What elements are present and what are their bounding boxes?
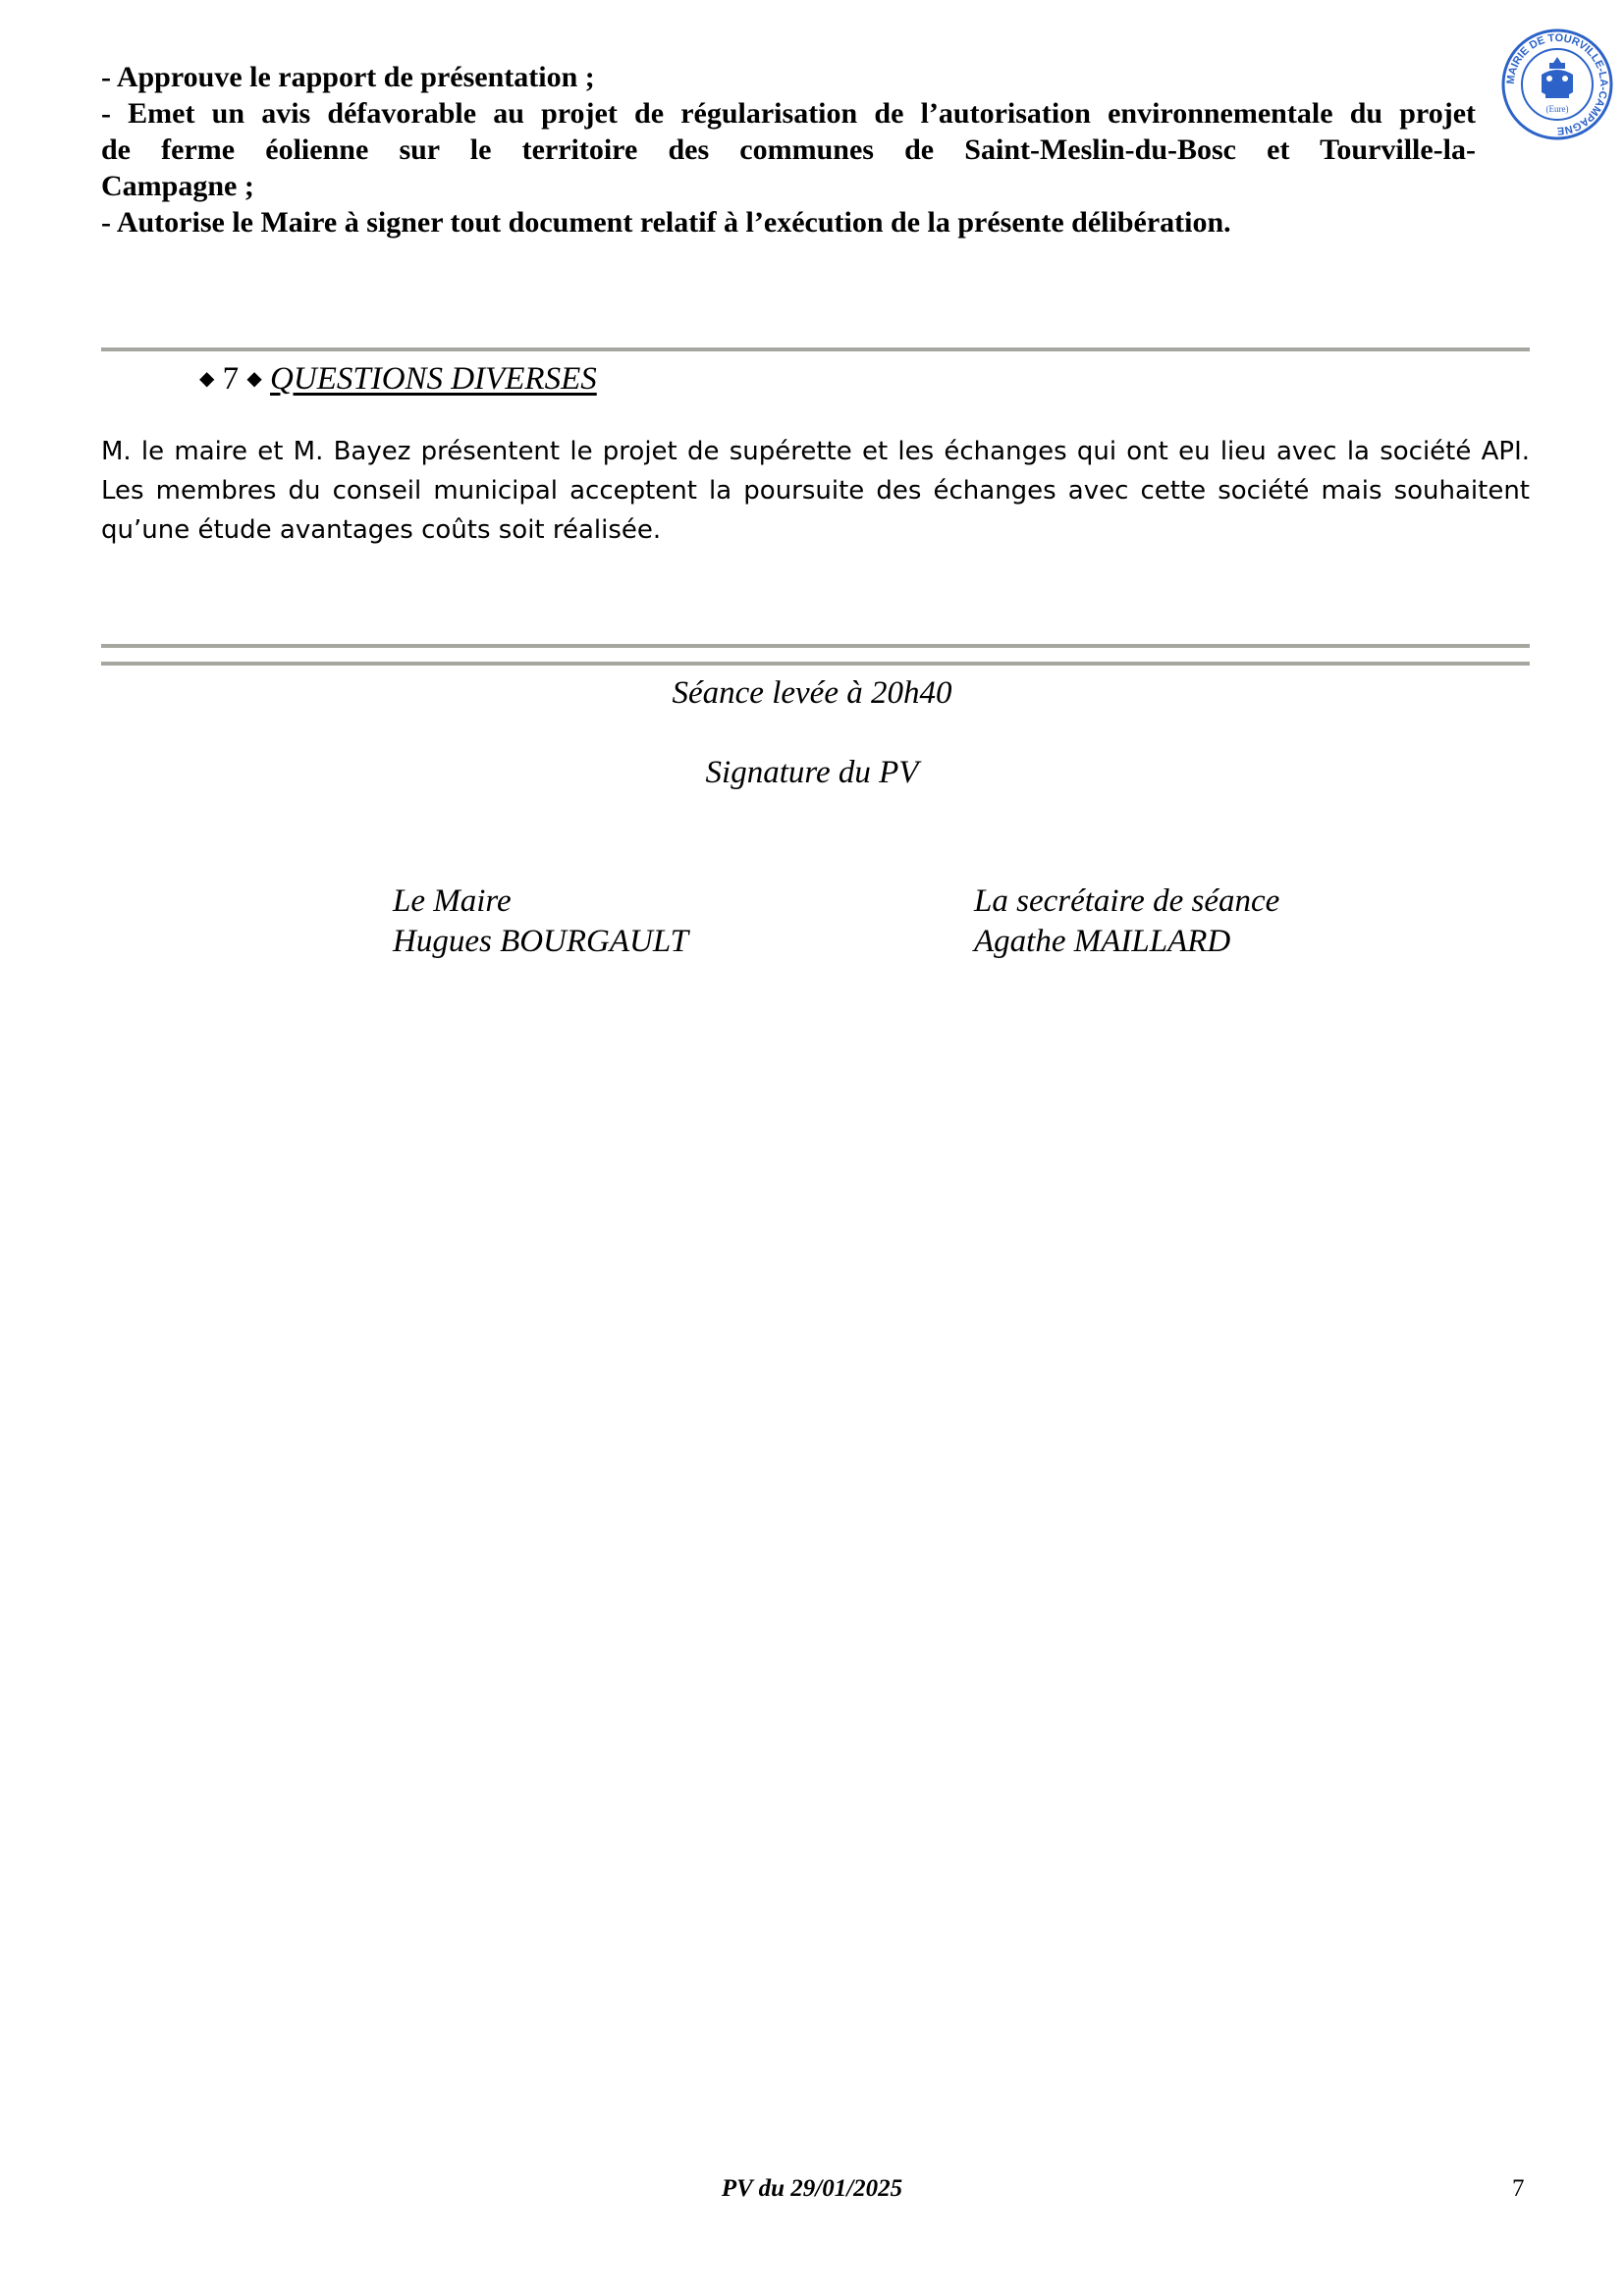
decision-unfavorable-opinion-line2: de ferme éolienne sur le territoire des communes de Saint-Meslin-du-Bosc et Tourville-la- (101, 133, 1476, 166)
secretary-role: La secrétaire de séance (974, 883, 1280, 919)
decision-list (101, 59, 1476, 240)
mayor-name: Hugues BOURGAULT (393, 924, 688, 959)
diamond-bullet-icon: ◆ (199, 368, 215, 390)
mayor-signature-block (393, 881, 688, 962)
page-number: 7 (1512, 2175, 1525, 2202)
secretary-signature-block (974, 881, 1279, 962)
seal-emblem-icon (1542, 57, 1573, 98)
footer-label: PV du 29/01/2025 (721, 2175, 903, 2202)
secretary-name: Agathe MAILLARD (974, 924, 1231, 959)
section-paragraph: M. le maire et M. Bayez présentent le projet de supérette et les échanges qui ont eu lieu avec la société API. Les membres du conseil municipal acceptent la poursuite des échanges avec cette société mais souhaitent qu’une étude avantages coûts soit réalisée. (101, 437, 1530, 545)
closing-divider-top (101, 644, 1530, 648)
section-heading (199, 358, 597, 400)
seal-inner-text: (Eure) (1545, 104, 1569, 114)
seance-levee: Séance levée à 20h40 (672, 675, 952, 711)
mayor-role: Le Maire (393, 883, 512, 919)
section-divider (101, 347, 1530, 351)
signature-title: Signature du PV (705, 755, 919, 790)
decision-unfavorable-opinion-line3: Campagne ; (101, 170, 254, 202)
section-number: 7 (222, 361, 240, 397)
closing-divider-bottom (101, 662, 1530, 666)
decision-unfavorable-opinion-line1: - Emet un avis défavorable au projet de régularisation de l’autorisation environnementale du projet (101, 97, 1476, 130)
municipal-seal (1500, 27, 1614, 141)
section-title: QUESTIONS DIVERSES (270, 361, 597, 397)
decision-authorize-mayor: - Autorise le Maire à signer tout document relatif à l’exécution de la présente délibération. (101, 206, 1231, 239)
diamond-bullet-icon: ◆ (246, 368, 262, 390)
decision-approve: - Approuve le rapport de présentation ; (101, 61, 595, 93)
seal-ring-text: MAIRIE DE TOURVILLE-LA-CAMPAGNE (1504, 31, 1610, 137)
